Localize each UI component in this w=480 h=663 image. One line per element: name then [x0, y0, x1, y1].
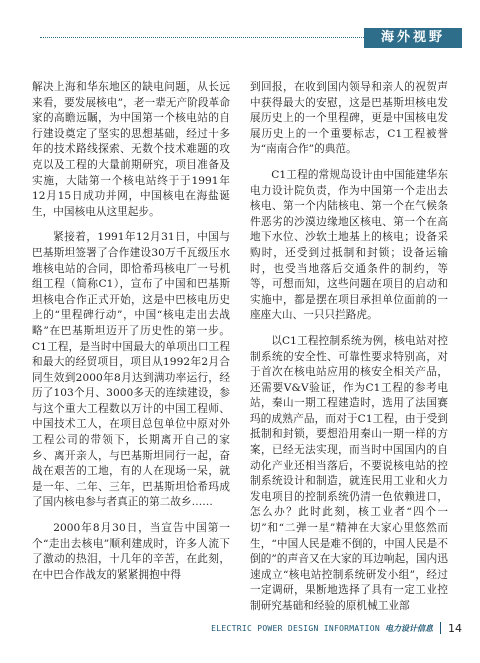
section-label: 海外视野	[364, 28, 462, 48]
right-paragraph-3: 以C1工程控制系统为例，核电站对控制系统的安全性、可靠性要求特别高，对于首次在核电站应用的核安全相关产品，还需要V&V验证，作为C1工程的参考电站，秦山一期工程建造时，选用了法国赛玛的成熟产品，而对于C1工程，由于受到抵制和封锁，要想沿用秦山一期一样的方案，已经无法实现，而当时中国国内的自动化产业还相当落后，不要说核电站的控制系统设计和制造，就连民用工业和火力发电项目的控制系统仍清一色依赖进口，怎么办？此时此刻，核工业者“四个一切”和“二弹一星”精神在大家心里悠然而生，“中国人民是难不倒的，中国人民是不倒的”的声音又在大家的耳边响起，国内迅速成立“核电站控制系统研发小组”，经过一定调研，果断地选择了具有一定工业控制研究基础和经验的原机械工业部	[250, 334, 448, 612]
left-paragraph-3: 2000年8月30日，当宣告中国第一个“走出去核电”顺利建成时，许多人流下了激动的热泪，十几年的辛苦，在此刻，在中巴合作战友的紧紧拥抱中得	[32, 522, 230, 581]
left-column	[32, 80, 230, 583]
footer-divider	[440, 622, 441, 634]
page-footer	[211, 621, 462, 635]
right-paragraph-1: 到回报，在收到国内领导和亲人的祝贺声中获得最大的安慰，这是巴基斯坦核电发展历史上的一个里程碑，更是中国核电发展历史上的一个重要标志，C1工程被誉为“南南合作”的典范。	[250, 81, 448, 156]
left-paragraph-1: 解决上海和华东地区的缺电问题，从长远来看，要发展核电”，老一辈无产阶段革命家的高瞻远瞩，为中国第一个核电站的自行建设奠定了坚实的思想基础，经过十多年的技术路线探索、无数个技术难题的攻克以及工程的大量前期研究，项目准备及实施，大陆第一个核电站终于于1991年12月15日成功并网，中国核电在海盐诞生，中国核电从这里起步。	[32, 81, 230, 218]
footer-publication: ELECTRIC POWER DESIGN INFORMATION	[211, 623, 380, 633]
right-column	[250, 80, 448, 615]
footer-magazine-name: 电力设计信息	[385, 623, 433, 633]
page-number: 14	[448, 621, 462, 635]
right-paragraph-2: C1工程的常规岛设计由中国能建华东电力设计院负责，作为中国第一个走出去核电、第一个内陆核电、第一个在气候条件恶劣的沙漠边缘地区核电、第一个在高地下水位、沙软土地基上的核电；设备采购时，还受到过抵制和封锁；设备运输时，也受当地落后交通条件的制约，等等，可想而知，这些问题在项目的启动和实施中，都是摆在项目承担单位面前的一座座大山、一只只拦路虎。	[250, 168, 448, 322]
left-paragraph-2: 紧接着，1991年12月31日，中国与巴基斯坦签署了合作建设30万千瓦级压水堆核电站的合同，即恰希玛核电厂一号机组工程（简称C1），宣布了中国和巴基斯坦核电合作正式开始，这是中巴核电历史上的“里程碑行动”，中国“核电走出去战略”在巴基斯坦迈开了历史性的第一步。C1工程，是当时中国最大的单项出口工程和最大的经贸项目，项目从1992年2月合同生效到2000年8月达到满功率运行，经历了103个月、3000多天的连续建设，参与这个重大工程数以万计的中国工程师、中国技术工人，在项目总包单位中原对外工程公司的带领下，长期离开自己的家乡、离开亲人，与巴基斯坦同行一起，奋战在艰苦的工地，有的人在现场一呆，就是一年、二年、三年，巴基斯坦恰希玛成了国内核电参与者真正的第二故乡……	[32, 231, 230, 509]
